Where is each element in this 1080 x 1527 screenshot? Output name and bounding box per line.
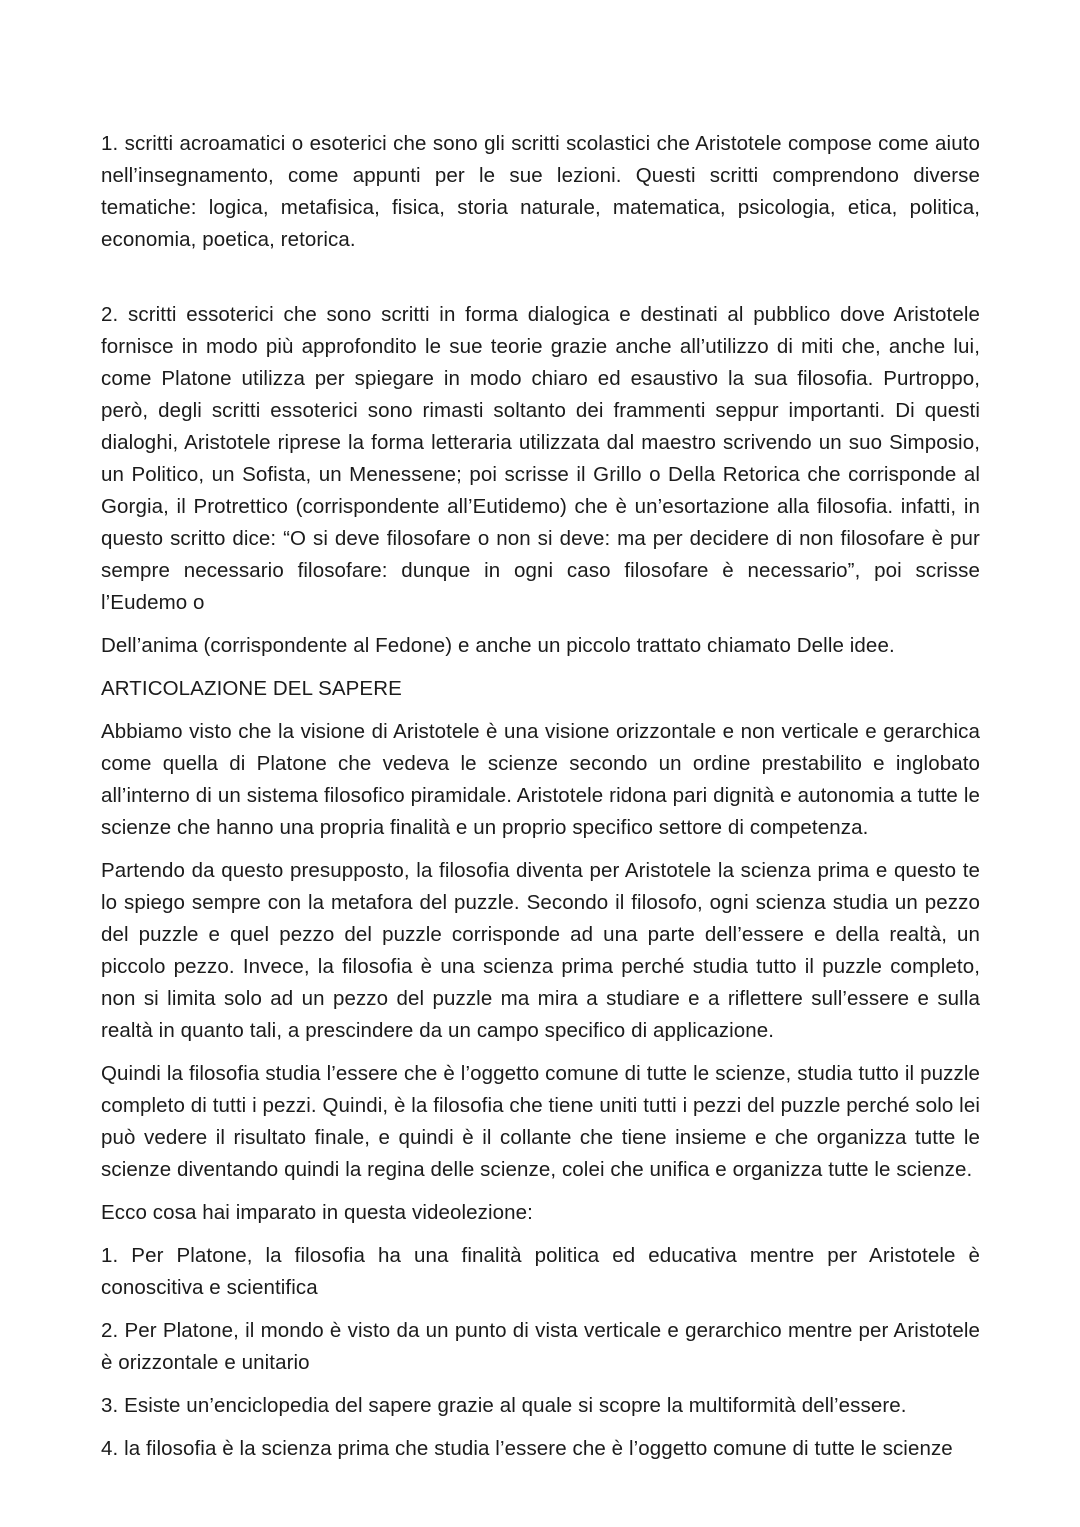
summary-list-item-4: 4. la filosofia è la scienza prima che studia l’essere che è l’oggetto comune di tutte le scienze (101, 1437, 953, 1460)
paragraph-ecco-cosa-imparato: Ecco cosa hai imparato in questa videolezione: (101, 1201, 533, 1224)
section-heading-articolazione-del-sapere: ARTICOLAZIONE DEL SAPERE (101, 677, 402, 700)
paragraph-scritti-acroamatici: 1. scritti acroamatici o esoterici che sono gli scritti scolastici che Aristotele compose come aiuto nell’insegnamento, come appunti per le sue lezioni. Questi scritti comprendono diverse tematiche: logica, metafisica, fisica, storia naturale, matematica, psicologia, etica, politica, economia, poetica, retorica. (101, 132, 980, 251)
paragraph-partendo-presupposto: Partendo da questo presupposto, la filosofia diventa per Aristotele la scienza prima e questo te lo spiego sempre con la metafora del puzzle. Secondo il filosofo, ogni scienza studia un pezzo del puzzle e quel pezzo del puzzle corrisponde ad una parte dell’essere e della realtà, un piccolo pezzo. Invece, la filosofia è una scienza prima perché studia tutto il puzzle completo, non si limita solo ad un pezzo del puzzle ma mira a studiare e a riflettere sull’essere e sulla realtà in quanto tali, a prescindere da un campo specifico di applicazione. (101, 859, 980, 1042)
paragraph-quindi-filosofia: Quindi la filosofia studia l’essere che è l’oggetto comune di tutte le scienze, studia tutto il puzzle completo di tutti i pezzi. Quindi, è la filosofia che tiene uniti tutti i pezzi del puzzle perché solo lei può vedere il risultato finale, e quindi è il collante che tiene insieme e che organizza tutte le scienze diventando quindi la regina delle scienze, colei che unifica e organizza tutte le scienze. (101, 1062, 980, 1181)
document-body (101, 128, 980, 1465)
paragraph-dellanima: Dell’anima (corrispondente al Fedone) e anche un piccolo trattato chiamato Delle idee. (101, 634, 895, 657)
paragraph-abbiamo-visto: Abbiamo visto che la visione di Aristotele è una visione orizzontale e non verticale e gerarchica come quella di Platone che vedeva le scienze secondo un ordine prestabilito e inglobato all’interno di un sistema filosofico piramidale. Aristotele ridona pari dignità e autonomia a tutte le scienze che hanno una propria finalità e un proprio specifico settore di competenza. (101, 720, 980, 839)
summary-list-item-1: 1. Per Platone, la filosofia ha una finalità politica ed educativa mentre per Aristotele è conoscitiva e scientifica (101, 1244, 980, 1299)
summary-list-item-2: 2. Per Platone, il mondo è visto da un punto di vista verticale e gerarchico mentre per Aristotele è orizzontale e unitario (101, 1319, 980, 1374)
paragraph-scritti-essoterici: 2. scritti essoterici che sono scritti in forma dialogica e destinati al pubblico dove Aristotele fornisce in modo più approfondito le sue teorie grazie anche all’utilizzo di miti che, anche lui, come Platone utilizza per spiegare in modo chiaro ed esaustivo la sua filosofia. Purtroppo, però, degli scritti essoterici sono rimasti soltanto dei frammenti seppur importanti. Di questi dialoghi, Aristotele riprese la forma letteraria utilizzata dal maestro scrivendo un suo Simposio, un Politico, un Sofista, un Menessene; poi scrisse il Grillo o Della Retorica che corrisponde al Gorgia, il Protrettico (corrispondente all’Eutidemo) che è un’esortazione alla filosofia. infatti, in questo scritto dice: “O si deve filosofare o non si deve: ma per decidere di non filosofare è pur sempre necessario filosofare: dunque in ogni caso filosofare è necessario”, poi scrisse l’Eudemo o (101, 303, 980, 614)
summary-list-item-3: 3. Esiste un’enciclopedia del sapere grazie al quale si scopre la multiformità dell’essere. (101, 1394, 907, 1417)
